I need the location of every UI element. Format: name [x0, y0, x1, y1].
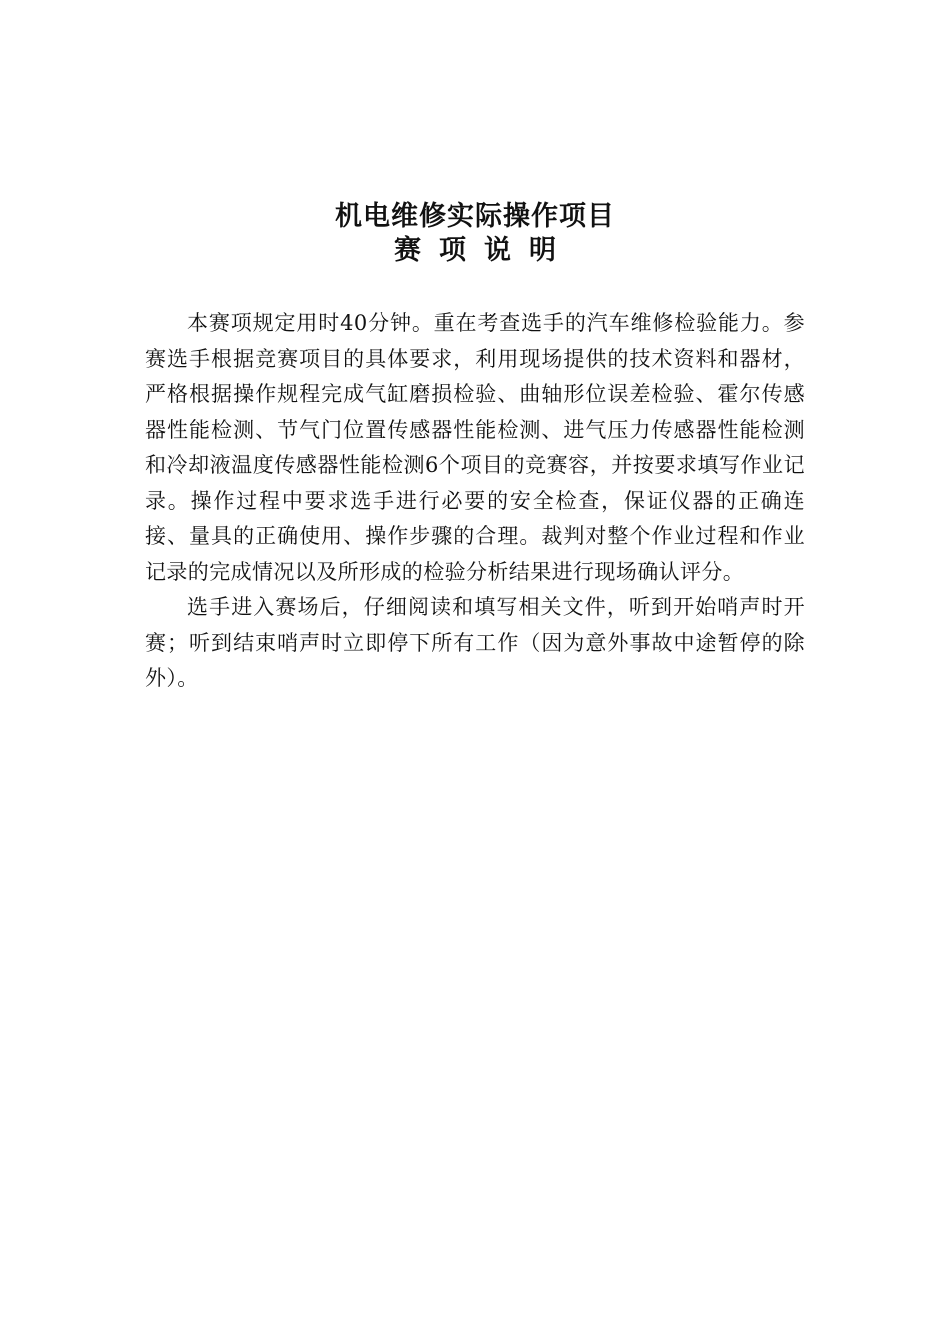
title-block [0, 200, 950, 268]
document-subtitle: 赛项说明 [394, 235, 574, 266]
paragraph-procedure: 选手进入赛场后，仔细阅读和填写相关文件，听到开始哨声时开赛；听到结束哨声时立即停下所有工作（因为意外事故中途暂停的除外）。 [145, 595, 805, 690]
document-body [145, 306, 805, 697]
document-title: 机电维修实际操作项目 [335, 201, 615, 232]
paragraph-rules: 本赛项规定用时40分钟。重在考查选手的汽车维修检验能力。参赛选手根据竞赛项目的具体要求，利用现场提供的技术资料和器材，严格根据操作规程完成气缸磨损检验、曲轴形位误差检验、霍尔传感器性能检测、节气门位置传感器性能检测、进气压力传感器性能检测和冷却液温度传感器性能检测6个项目的竞赛容，并按要求填写作业记录。操作过程中要求选手进行必要的安全检查，保证仪器的正确连接、量具的正确使用、操作步骤的合理。裁判对整个作业过程和作业记录的完成情况以及所形成的检验分析结果进行现场确认评分。 [145, 311, 805, 584]
